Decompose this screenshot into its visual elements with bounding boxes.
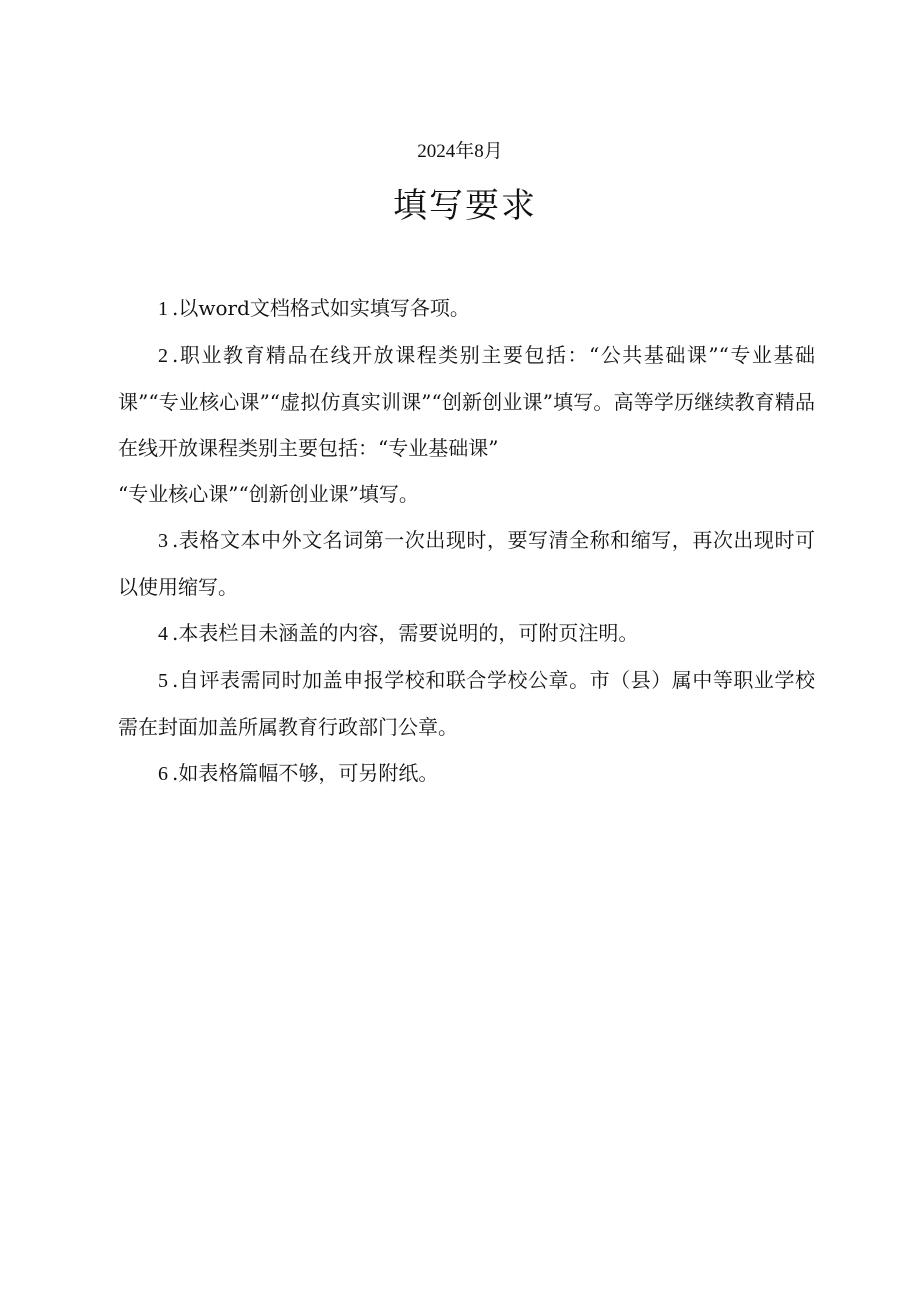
item-number: 6 (158, 763, 168, 785)
requirement-item-4 (118, 610, 815, 657)
item-text: .职业教育精品在线开放课程类别主要包括：“公共基础课”“专业基础课”“专业核心课”“虚拟仿真实训课”“创新创业课”填写。高等学历继续教育精品在线开放课程类别主要包括：“专业基础课” (118, 343, 815, 460)
item-number: 3 (158, 530, 168, 552)
item-text-continued: “专业核心课”“创新创业课”填写。 (118, 482, 419, 506)
requirement-item-5 (118, 657, 815, 750)
item-text: .表格文本中外文名词第一次出现时，要写清全称和缩写，再次出现时可以使用缩写。 (118, 528, 815, 599)
item-number: 2 (158, 345, 168, 367)
item-text: .自评表需同时加盖申报学校和联合学校公章。市（县）属中等职业学校需在封面加盖所属教育行政部门公章。 (118, 668, 815, 739)
requirement-item-1 (118, 285, 815, 332)
item-text: .以word文档格式如实填写各项。 (172, 296, 470, 320)
requirement-item-2 (118, 332, 815, 517)
item-number: 1 (158, 298, 168, 320)
item-text: .本表栏目未涵盖的内容，需要说明的，可附页注明。 (172, 621, 639, 645)
item-text: .如表格篇幅不够，可另附纸。 (172, 761, 439, 785)
requirement-item-3 (118, 517, 815, 610)
requirement-item-6 (118, 750, 815, 797)
document-date: 2024年8月 (417, 141, 503, 162)
requirements-list (118, 285, 815, 797)
page-title: 填写要求 (393, 186, 537, 226)
item-number: 4 (158, 623, 168, 645)
item-number: 5 (158, 670, 168, 692)
